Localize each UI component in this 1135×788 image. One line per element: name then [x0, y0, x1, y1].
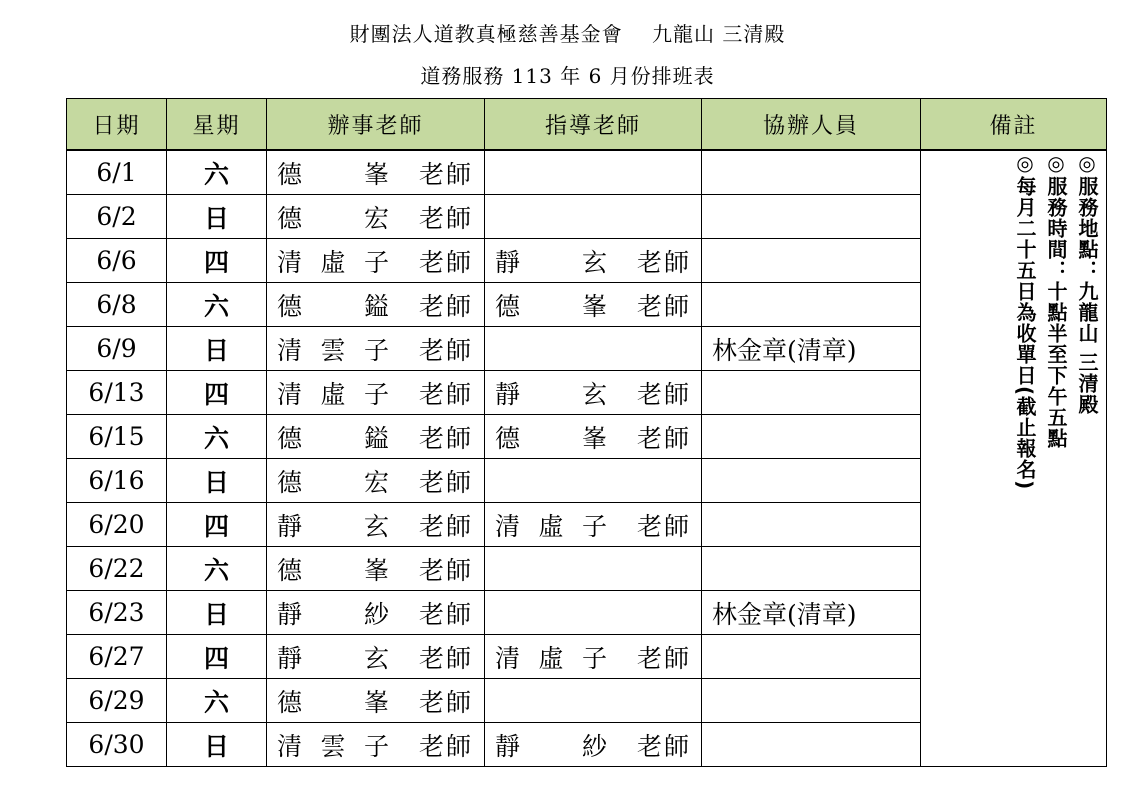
- duty-teacher-cell-honorific: 老師: [418, 203, 473, 233]
- assistant-cell: [702, 459, 921, 503]
- date-cell: 6/9: [67, 327, 167, 371]
- duty-teacher-cell: [267, 239, 485, 283]
- guide-teacher-cell: [485, 150, 702, 195]
- guide-teacher-cell-name: 德 峯: [495, 291, 607, 321]
- assistant-cell: [702, 415, 921, 459]
- col-header-guide-teacher: 指導老師: [485, 99, 702, 151]
- weekday-cell: 日: [167, 723, 267, 767]
- duty-teacher-cell-honorific: 老師: [418, 379, 473, 409]
- remark-note: ◎每月二十五日為收單日(截止報名): [1013, 151, 1037, 491]
- date-cell: 6/27: [67, 635, 167, 679]
- date-cell: 6/15: [67, 415, 167, 459]
- duty-teacher-cell-honorific: 老師: [418, 335, 473, 365]
- roster-body: [67, 150, 1107, 767]
- assistant-cell: [702, 635, 921, 679]
- duty-teacher-cell: [267, 327, 485, 371]
- assistant-cell: 林金章(清章): [702, 591, 921, 635]
- schedule-title: 道務服務 113 年 6 月份排班表: [420, 64, 715, 88]
- duty-teacher-cell: [267, 723, 485, 767]
- guide-teacher-cell: [485, 503, 702, 547]
- guide-teacher-cell-name: 德 峯: [495, 423, 607, 453]
- guide-teacher-cell: [485, 371, 702, 415]
- duty-teacher-cell-name: 德 宏: [277, 467, 389, 497]
- duty-teacher-cell: [267, 150, 485, 195]
- remark-note: ◎服務地點：九龍山 三清殿: [1075, 151, 1099, 415]
- assistant-cell: [702, 150, 921, 195]
- duty-teacher-cell-name: 清 虛 子: [277, 247, 389, 277]
- assistant-cell: 林金章(清章): [702, 327, 921, 371]
- assistant-cell: [702, 679, 921, 723]
- guide-teacher-cell: [485, 459, 702, 503]
- duty-teacher-cell-honorific: 老師: [418, 643, 473, 673]
- guide-teacher-cell: [485, 547, 702, 591]
- weekday-cell: 六: [167, 547, 267, 591]
- duty-teacher-cell-name: 清 雲 子: [277, 731, 389, 761]
- assistant-cell: [702, 547, 921, 591]
- guide-teacher-cell: [485, 723, 702, 767]
- weekday-cell: 日: [167, 195, 267, 239]
- date-cell: 6/8: [67, 283, 167, 327]
- weekday-cell: 四: [167, 371, 267, 415]
- guide-teacher-cell: [485, 195, 702, 239]
- assistant-cell: [702, 283, 921, 327]
- duty-teacher-cell-honorific: 老師: [418, 687, 473, 717]
- duty-teacher-cell-name: 德 宏: [277, 203, 389, 233]
- duty-teacher-cell: [267, 415, 485, 459]
- duty-teacher-cell-honorific: 老師: [418, 423, 473, 453]
- duty-teacher-cell: [267, 591, 485, 635]
- remark-note: ◎服務時間：十點半至下午五點: [1044, 151, 1068, 449]
- weekday-cell: 六: [167, 679, 267, 723]
- duty-teacher-cell: [267, 503, 485, 547]
- date-cell: 6/23: [67, 591, 167, 635]
- assistant-cell: [702, 371, 921, 415]
- duty-roster-table: [66, 98, 1107, 767]
- duty-teacher-cell-honorific: 老師: [418, 511, 473, 541]
- date-cell: 6/16: [67, 459, 167, 503]
- duty-teacher-cell: [267, 547, 485, 591]
- duty-teacher-cell-name: 德 峯: [277, 159, 389, 189]
- weekday-cell: 六: [167, 415, 267, 459]
- guide-teacher-cell: [485, 327, 702, 371]
- duty-teacher-cell-honorific: 老師: [418, 291, 473, 321]
- guide-teacher-cell-name: 靜 紗: [495, 731, 607, 761]
- guide-teacher-cell-name: 靜 玄: [495, 379, 607, 409]
- duty-teacher-cell-honorific: 老師: [418, 159, 473, 189]
- duty-teacher-cell: [267, 635, 485, 679]
- guide-teacher-cell-name: 清 虛 子: [495, 511, 607, 541]
- date-cell: 6/13: [67, 371, 167, 415]
- guide-teacher-cell-honorific: 老師: [636, 247, 691, 277]
- guide-teacher-cell: [485, 679, 702, 723]
- guide-teacher-cell-name: 靜 玄: [495, 247, 607, 277]
- duty-teacher-cell: [267, 679, 485, 723]
- guide-teacher-cell-honorific: 老師: [636, 379, 691, 409]
- date-cell: 6/20: [67, 503, 167, 547]
- duty-teacher-cell-name: 德 鎰: [277, 291, 389, 321]
- date-cell: 6/1: [67, 150, 167, 195]
- assistant-cell: [702, 195, 921, 239]
- duty-teacher-cell-name: 德 峯: [277, 687, 389, 717]
- remarks-cell: [921, 150, 1107, 767]
- weekday-cell: 四: [167, 503, 267, 547]
- guide-teacher-cell-honorific: 老師: [636, 731, 691, 761]
- duty-teacher-cell-honorific: 老師: [418, 731, 473, 761]
- col-header-remarks: 備註: [921, 99, 1107, 151]
- duty-teacher-cell: [267, 195, 485, 239]
- guide-teacher-cell-honorific: 老師: [636, 643, 691, 673]
- duty-teacher-cell-honorific: 老師: [418, 247, 473, 277]
- foundation-title: 財團法人道教真極慈善基金會 九龍山 三清殿: [349, 22, 786, 46]
- duty-teacher-cell-name: 靜 玄: [277, 511, 389, 541]
- duty-teacher-cell-honorific: 老師: [418, 599, 473, 629]
- duty-teacher-cell: [267, 459, 485, 503]
- col-header-weekday: 星期: [167, 99, 267, 151]
- date-cell: 6/22: [67, 547, 167, 591]
- col-header-duty-teacher: 辦事老師: [267, 99, 485, 151]
- duty-teacher-cell-name: 德 鎰: [277, 423, 389, 453]
- duty-teacher-cell: [267, 371, 485, 415]
- duty-teacher-cell-honorific: 老師: [418, 555, 473, 585]
- duty-teacher-cell: [267, 283, 485, 327]
- duty-teacher-cell-name: 靜 紗: [277, 599, 389, 629]
- header-row: [67, 99, 1107, 151]
- duty-teacher-cell-honorific: 老師: [418, 467, 473, 497]
- weekday-cell: 六: [167, 283, 267, 327]
- duty-teacher-cell-name: 德 峯: [277, 555, 389, 585]
- remarks-notes: [1012, 151, 1100, 490]
- guide-teacher-cell: [485, 591, 702, 635]
- guide-teacher-cell-honorific: 老師: [636, 511, 691, 541]
- weekday-cell: 四: [167, 239, 267, 283]
- weekday-cell: 四: [167, 635, 267, 679]
- guide-teacher-cell: [485, 635, 702, 679]
- guide-teacher-cell: [485, 239, 702, 283]
- duty-teacher-cell-name: 靜 玄: [277, 643, 389, 673]
- col-header-assistant: 協辦人員: [702, 99, 921, 151]
- guide-teacher-cell-honorific: 老師: [636, 291, 691, 321]
- table-row: [67, 150, 1107, 195]
- duty-teacher-cell-name: 清 虛 子: [277, 379, 389, 409]
- assistant-cell: [702, 723, 921, 767]
- date-cell: 6/29: [67, 679, 167, 723]
- guide-teacher-cell: [485, 415, 702, 459]
- duty-teacher-cell-name: 清 雲 子: [277, 335, 389, 365]
- date-cell: 6/30: [67, 723, 167, 767]
- guide-teacher-cell: [485, 283, 702, 327]
- guide-teacher-cell-honorific: 老師: [636, 423, 691, 453]
- guide-teacher-cell-name: 清 虛 子: [495, 643, 607, 673]
- weekday-cell: 日: [167, 591, 267, 635]
- date-cell: 6/6: [67, 239, 167, 283]
- date-cell: 6/2: [67, 195, 167, 239]
- col-header-date: 日期: [67, 99, 167, 151]
- assistant-cell: [702, 503, 921, 547]
- weekday-cell: 六: [167, 150, 267, 195]
- assistant-cell: [702, 239, 921, 283]
- weekday-cell: 日: [167, 459, 267, 503]
- weekday-cell: 日: [167, 327, 267, 371]
